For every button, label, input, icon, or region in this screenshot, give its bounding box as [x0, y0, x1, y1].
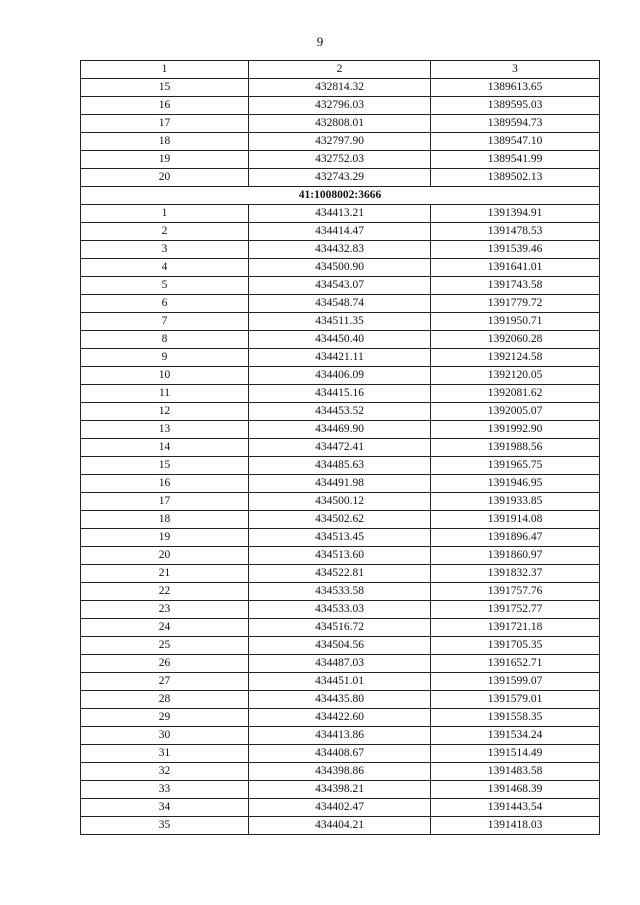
x-coordinate-cell: 432808.01 — [249, 115, 431, 133]
table-row — [81, 313, 600, 331]
point-number-cell: 2 — [81, 223, 249, 241]
y-coordinate-cell: 1392081.62 — [431, 385, 600, 403]
table-row — [81, 529, 600, 547]
point-number-cell: 30 — [81, 727, 249, 745]
table-row — [81, 223, 600, 241]
point-number-cell: 12 — [81, 403, 249, 421]
table-row — [81, 151, 600, 169]
table-row — [81, 781, 600, 799]
table-row — [81, 241, 600, 259]
x-coordinate-cell: 434413.86 — [249, 727, 431, 745]
y-coordinate-cell: 1389595.03 — [431, 97, 600, 115]
y-coordinate-cell: 1391558.35 — [431, 709, 600, 727]
point-number-cell: 28 — [81, 691, 249, 709]
y-coordinate-cell: 1391394.91 — [431, 205, 600, 223]
y-coordinate-cell: 1391641.01 — [431, 259, 600, 277]
table-row — [81, 619, 600, 637]
point-number-cell: 19 — [81, 529, 249, 547]
y-coordinate-cell: 1392060.28 — [431, 331, 600, 349]
point-number-cell: 18 — [81, 133, 249, 151]
x-coordinate-cell: 434413.21 — [249, 205, 431, 223]
point-number-cell: 9 — [81, 349, 249, 367]
point-number-cell: 1 — [81, 205, 249, 223]
x-coordinate-cell: 432814.32 — [249, 79, 431, 97]
table-row — [81, 637, 600, 655]
x-coordinate-cell: 434500.12 — [249, 493, 431, 511]
x-coordinate-cell: 434451.01 — [249, 673, 431, 691]
point-number-cell: 18 — [81, 511, 249, 529]
x-coordinate-cell: 434408.67 — [249, 745, 431, 763]
x-coordinate-cell: 434548.74 — [249, 295, 431, 313]
x-coordinate-cell: 434406.09 — [249, 367, 431, 385]
point-number-cell: 4 — [81, 259, 249, 277]
y-coordinate-cell: 1391705.35 — [431, 637, 600, 655]
point-number-cell: 26 — [81, 655, 249, 673]
x-coordinate-cell: 434422.60 — [249, 709, 431, 727]
y-coordinate-cell: 1389547.10 — [431, 133, 600, 151]
y-coordinate-cell: 1391478.53 — [431, 223, 600, 241]
y-coordinate-cell: 1392124.58 — [431, 349, 600, 367]
x-coordinate-cell: 434485.63 — [249, 457, 431, 475]
table-row — [81, 673, 600, 691]
y-coordinate-cell: 1391860.97 — [431, 547, 600, 565]
column-header: 1 — [81, 61, 249, 79]
x-coordinate-cell: 434453.52 — [249, 403, 431, 421]
point-number-cell: 14 — [81, 439, 249, 457]
point-number-cell: 20 — [81, 169, 249, 187]
x-coordinate-cell: 434421.11 — [249, 349, 431, 367]
point-number-cell: 32 — [81, 763, 249, 781]
y-coordinate-cell: 1391599.07 — [431, 673, 600, 691]
x-coordinate-cell: 432796.03 — [249, 97, 431, 115]
table-row — [81, 493, 600, 511]
cadastral-number: 41:1008002:3666 — [81, 187, 600, 205]
table-row — [81, 691, 600, 709]
coordinates-table-body — [81, 61, 600, 835]
y-coordinate-cell: 1391752.77 — [431, 601, 600, 619]
x-coordinate-cell: 434487.03 — [249, 655, 431, 673]
y-coordinate-cell: 1391514.49 — [431, 745, 600, 763]
x-coordinate-cell: 434450.40 — [249, 331, 431, 349]
y-coordinate-cell: 1391483.58 — [431, 763, 600, 781]
table-row — [81, 745, 600, 763]
table-row — [81, 403, 600, 421]
x-coordinate-cell: 432752.03 — [249, 151, 431, 169]
table-row — [81, 259, 600, 277]
table-row — [81, 547, 600, 565]
y-coordinate-cell: 1391418.03 — [431, 817, 600, 835]
x-coordinate-cell: 432743.29 — [249, 169, 431, 187]
point-number-cell: 3 — [81, 241, 249, 259]
x-coordinate-cell: 434398.21 — [249, 781, 431, 799]
table-row — [81, 133, 600, 151]
table-row — [81, 205, 600, 223]
x-coordinate-cell: 434404.21 — [249, 817, 431, 835]
y-coordinate-cell: 1391914.08 — [431, 511, 600, 529]
point-number-cell: 16 — [81, 475, 249, 493]
y-coordinate-cell: 1391992.90 — [431, 421, 600, 439]
y-coordinate-cell: 1389502.13 — [431, 169, 600, 187]
point-number-cell: 15 — [81, 79, 249, 97]
table-row — [81, 727, 600, 745]
x-coordinate-cell: 434533.58 — [249, 583, 431, 601]
x-coordinate-cell: 434516.72 — [249, 619, 431, 637]
y-coordinate-cell: 1391988.56 — [431, 439, 600, 457]
x-coordinate-cell: 434432.83 — [249, 241, 431, 259]
x-coordinate-cell: 434415.16 — [249, 385, 431, 403]
point-number-cell: 13 — [81, 421, 249, 439]
y-coordinate-cell: 1391468.39 — [431, 781, 600, 799]
point-number-cell: 21 — [81, 565, 249, 583]
y-coordinate-cell: 1391534.24 — [431, 727, 600, 745]
table-row — [81, 565, 600, 583]
y-coordinate-cell: 1389613.65 — [431, 79, 600, 97]
point-number-cell: 29 — [81, 709, 249, 727]
point-number-cell: 17 — [81, 115, 249, 133]
x-coordinate-cell: 434398.86 — [249, 763, 431, 781]
table-row — [81, 511, 600, 529]
point-number-cell: 20 — [81, 547, 249, 565]
point-number-cell: 33 — [81, 781, 249, 799]
x-coordinate-cell: 434472.41 — [249, 439, 431, 457]
table-row — [81, 763, 600, 781]
section-header-row — [81, 187, 600, 205]
point-number-cell: 7 — [81, 313, 249, 331]
column-header: 2 — [249, 61, 431, 79]
point-number-cell: 8 — [81, 331, 249, 349]
x-coordinate-cell: 434511.35 — [249, 313, 431, 331]
x-coordinate-cell: 434435.80 — [249, 691, 431, 709]
point-number-cell: 25 — [81, 637, 249, 655]
table-row — [81, 367, 600, 385]
point-number-cell: 6 — [81, 295, 249, 313]
y-coordinate-cell: 1391743.58 — [431, 277, 600, 295]
x-coordinate-cell: 434513.45 — [249, 529, 431, 547]
table-row — [81, 475, 600, 493]
table-row — [81, 385, 600, 403]
point-number-cell: 23 — [81, 601, 249, 619]
table-row — [81, 169, 600, 187]
x-coordinate-cell: 434502.62 — [249, 511, 431, 529]
table-row — [81, 439, 600, 457]
table-row — [81, 79, 600, 97]
point-number-cell: 35 — [81, 817, 249, 835]
table-row — [81, 457, 600, 475]
y-coordinate-cell: 1389541.99 — [431, 151, 600, 169]
x-coordinate-cell: 434543.07 — [249, 277, 431, 295]
point-number-cell: 19 — [81, 151, 249, 169]
x-coordinate-cell: 434491.98 — [249, 475, 431, 493]
table-row — [81, 709, 600, 727]
y-coordinate-cell: 1391946.95 — [431, 475, 600, 493]
y-coordinate-cell: 1391832.37 — [431, 565, 600, 583]
x-coordinate-cell: 434500.90 — [249, 259, 431, 277]
table-row — [81, 331, 600, 349]
y-coordinate-cell: 1391896.47 — [431, 529, 600, 547]
x-coordinate-cell: 434402.47 — [249, 799, 431, 817]
point-number-cell: 17 — [81, 493, 249, 511]
y-coordinate-cell: 1391652.71 — [431, 655, 600, 673]
table-row — [81, 601, 600, 619]
point-number-cell: 24 — [81, 619, 249, 637]
table-row — [81, 349, 600, 367]
point-number-cell: 5 — [81, 277, 249, 295]
column-header: 3 — [431, 61, 600, 79]
table-row — [81, 97, 600, 115]
x-coordinate-cell: 434522.81 — [249, 565, 431, 583]
table-row — [81, 115, 600, 133]
x-coordinate-cell: 434469.90 — [249, 421, 431, 439]
table-header-row — [81, 61, 600, 79]
y-coordinate-cell: 1389594.73 — [431, 115, 600, 133]
page-number: 9 — [316, 34, 324, 49]
y-coordinate-cell: 1392120.05 — [431, 367, 600, 385]
point-number-cell: 22 — [81, 583, 249, 601]
y-coordinate-cell: 1391539.46 — [431, 241, 600, 259]
y-coordinate-cell: 1391933.85 — [431, 493, 600, 511]
y-coordinate-cell: 1391757.76 — [431, 583, 600, 601]
table-row — [81, 277, 600, 295]
x-coordinate-cell: 434533.03 — [249, 601, 431, 619]
point-number-cell: 10 — [81, 367, 249, 385]
table-row — [81, 583, 600, 601]
table-row — [81, 799, 600, 817]
y-coordinate-cell: 1391965.75 — [431, 457, 600, 475]
point-number-cell: 16 — [81, 97, 249, 115]
table-row — [81, 817, 600, 835]
y-coordinate-cell: 1392005.07 — [431, 403, 600, 421]
y-coordinate-cell: 1391779.72 — [431, 295, 600, 313]
point-number-cell: 11 — [81, 385, 249, 403]
point-number-cell: 34 — [81, 799, 249, 817]
y-coordinate-cell: 1391443.54 — [431, 799, 600, 817]
table-row — [81, 655, 600, 673]
y-coordinate-cell: 1391721.18 — [431, 619, 600, 637]
x-coordinate-cell: 432797.90 — [249, 133, 431, 151]
coordinates-table — [80, 60, 600, 835]
table-row — [81, 295, 600, 313]
x-coordinate-cell: 434504.56 — [249, 637, 431, 655]
x-coordinate-cell: 434513.60 — [249, 547, 431, 565]
y-coordinate-cell: 1391579.01 — [431, 691, 600, 709]
table-row — [81, 421, 600, 439]
x-coordinate-cell: 434414.47 — [249, 223, 431, 241]
point-number-cell: 31 — [81, 745, 249, 763]
y-coordinate-cell: 1391950.71 — [431, 313, 600, 331]
point-number-cell: 15 — [81, 457, 249, 475]
point-number-cell: 27 — [81, 673, 249, 691]
